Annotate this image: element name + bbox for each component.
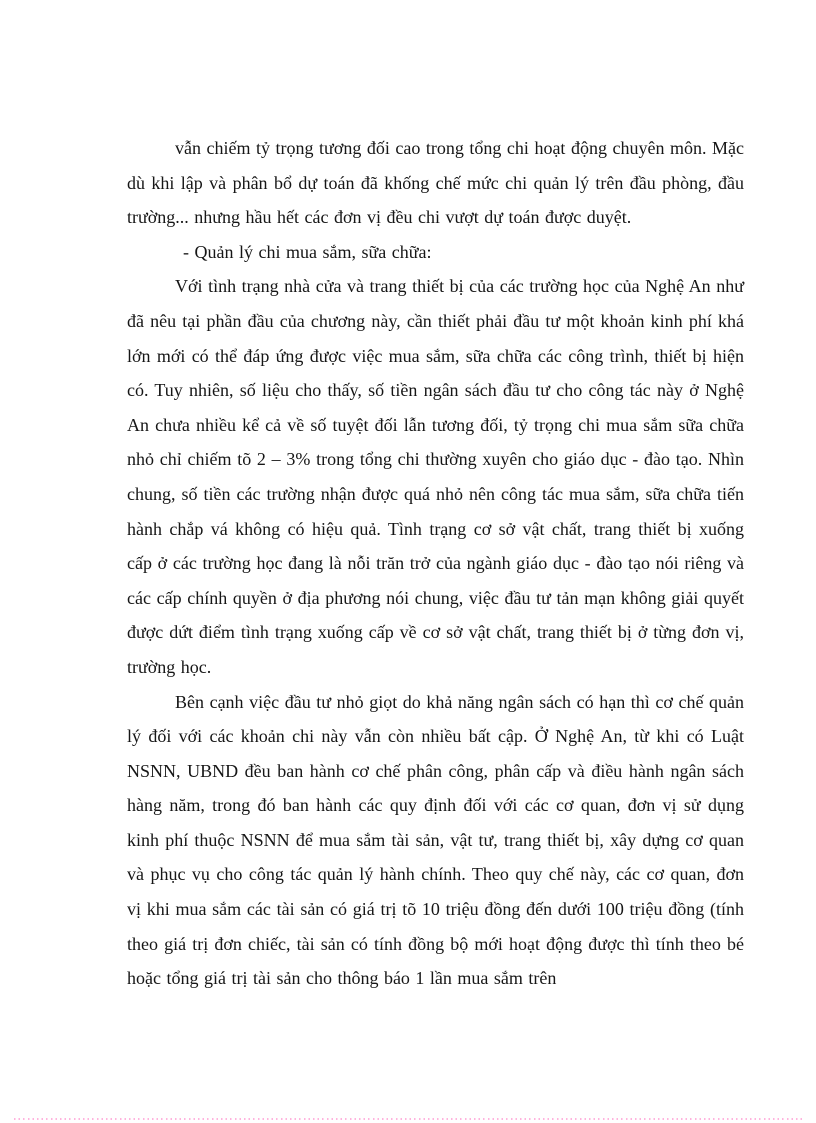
text-block [127,131,744,996]
paragraph-body: Với tình trạng nhà cửa và trang thiết bị của các trường học của Nghệ An như đã nêu tại phần đầu của chương này, cần thiết phải đầu tư một khoản kinh phí khá lớn mới có thể đáp ứng được việc mua sắm, sữa chữa các công trình, thiết bị hiện có. Tuy nhiên, số liệu cho thấy, số tiền ngân sách đầu tư cho công tác này ở Nghệ An chưa nhiều kể cả về số tuyệt đối lẫn tương đối, tỷ trọng chi mua sắm sữa chữa nhỏ chỉ chiếm tõ 2 – 3% trong tổng chi thường xuyên cho giáo dục - đào tạo. Nhìn chung, số tiền các trường nhận được quá nhỏ nên công tác mua sắm, sữa chữa tiến hành chắp vá không có hiệu quả. Tình trạng cơ sở vật chất, trang thiết bị xuống cấp ở các trường học đang là nỗi trăn trở của ngành giáo dục - đào tạo nói riêng và các cấp chính quyền ở địa phương nói chung, việc đầu tư tản mạn không giải quyết được dứt điểm tình trạng xuống cấp về cơ sở vật chất, trang thiết bị ở từng đơn vị, trường học. [127,276,744,677]
paragraph-body: Bên cạnh việc đầu tư nhỏ giọt do khả năng ngân sách có hạn thì cơ chế quản lý đối với các khoản chi này vẫn còn nhiều bất cập. Ở Nghệ An, từ khi có Luật NSNN, UBND đều ban hành cơ chế phân công, phân cấp và điều hành ngân sách hàng năm, trong đó ban hành các quy định đối với các cơ quan, đơn vị sử dụng kinh phí thuộc NSNN để mua sắm tài sản, vật tư, trang thiết bị, xây dựng cơ quan và phục vụ cho công tác quản lý hành chính. Theo quy chế này, các cơ quan, đơn vị khi mua sắm các tài sản có giá trị tõ 10 triệu đồng đến dưới 100 triệu đồng (tính theo giá trị đơn chiếc, tài sản có tính đồng bộ mới hoạt động được thì tính theo bé hoặc tổng giá trị tài sản cho thông báo 1 lần mua sắm trên [127,691,744,989]
page-bottom-dotted-divider [14,1118,803,1120]
list-item-heading: - Quản lý chi mua sắm, sữa chữa: [183,241,432,262]
paragraph-continuation: vẫn chiếm tỷ trọng tương đối cao trong tổng chi hoạt động chuyên môn. Mặc dù khi lập và phân bổ dự toán đã khống chế mức chi quản lý trên đầu phòng, đầu trường... nhưng hầu hết các đơn vị đều chi vượt dự toán được duyệt. [127,138,744,228]
